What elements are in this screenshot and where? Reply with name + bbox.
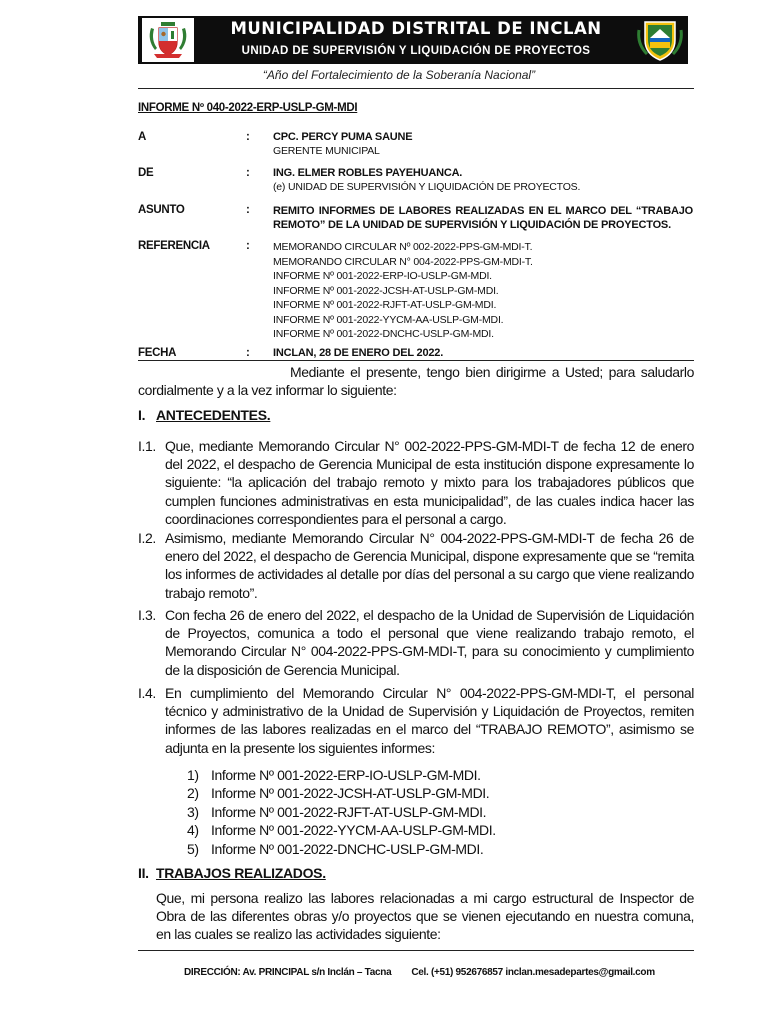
- paragraph-1-4: [138, 684, 694, 757]
- paragraph-1-1: [138, 437, 694, 528]
- list-text: Informe Nº 001-2022-ERP-IO-USLP-GM-MDI.: [211, 767, 481, 783]
- list-number: 2): [187, 785, 199, 802]
- list-item: [187, 784, 496, 802]
- list-number: 4): [187, 822, 199, 839]
- list-item: [187, 803, 496, 821]
- section-number: I.: [138, 407, 146, 423]
- paragraph-text: Con fecha 26 de enero del 2022, el despacho de la Unidad de Supervisión de Liquidación de Proyectos, comunica a todo el personal que viene realizando trabajo remoto, el Memorando Circular N° 004-2022-PPS-GM-MDI-T, para su conocimiento y cumplimiento de la disposición de Gerencia Municipal.: [165, 607, 694, 678]
- to-position: GERENTE MUNICIPAL: [273, 145, 380, 157]
- reference-item: INFORME Nº 001-2022-JCSH-AT-USLP-GM-MDI.: [273, 284, 499, 297]
- section-trabajos: [138, 865, 326, 881]
- subject-colon: :: [246, 204, 250, 216]
- reference-colon: :: [246, 240, 250, 252]
- to-colon: :: [246, 131, 250, 143]
- intro-paragraph: [138, 363, 694, 399]
- reference-item: MEMORANDO CIRCULAR N° 004-2022-PPS-GM-MDI-T.: [273, 255, 533, 268]
- reference-label: REFERENCIA: [138, 240, 210, 252]
- list-number: 1): [187, 767, 199, 783]
- report-number: INFORME Nº 040-2022-ERP-USLP-GM-MDI: [138, 102, 358, 114]
- to-name: CPC. PERCY PUMA SAUNE: [273, 131, 413, 143]
- reference-item: INFORME Nº 001-2022-ERP-IO-USLP-GM-MDI.: [273, 270, 492, 282]
- from-name: ING. ELMER ROBLES PAYEHUANCA.: [273, 167, 463, 179]
- subject-text: REMITO INFORMES DE LABORES REALIZADAS EN EL MARCO DEL “TRABAJO REMOTO” DE LA UNIDAD DE SUPERVISIÓN Y LIQUIDACIÓN DE PROYECTOS.: [273, 205, 693, 231]
- from-label: DE: [138, 167, 154, 179]
- section-antecedentes: [138, 407, 270, 423]
- list-text: Informe Nº 001-2022-RJFT-AT-USLP-GM-MDI.: [211, 803, 487, 820]
- footer-address: DIRECCIÓN: Av. PRINCIPAL s/n Inclán – Tacna: [184, 967, 392, 978]
- date-colon: :: [246, 347, 250, 359]
- reference-item: MEMORANDO CIRCULAR Nº 002-2022-PPS-GM-MDI-T.: [273, 241, 533, 253]
- footer-divider: [138, 950, 694, 951]
- list-text: Informe Nº 001-2022-YYCM-AA-USLP-GM-MDI.: [211, 822, 496, 839]
- paragraph-number: I.2.: [138, 530, 156, 546]
- list-item: [187, 821, 496, 839]
- list-item: [187, 840, 496, 858]
- unit-subtitle: UNIDAD DE SUPERVISIÓN Y LIQUIDACIÓN DE PROYECTOS: [241, 45, 591, 57]
- paragraph-text: Que, mediante Memorando Circular N° 002-2022-PPS-GM-MDI-T de fecha 12 de enero del 2022, el despacho de Gerencia Municipal de esta institución dispone expresamente lo siguiente: “la aplicación del trabajo remoto y mixto para los trabajadores públicos que cumplen funciones administrativas en esta municipalidad”, de las cuales indica hacer las coordinaciones correspondientes para el personal a cargo.: [165, 438, 694, 527]
- from-position: (e) UNIDAD DE SUPERVISIÓN Y LIQUIDACIÓN DE PROYECTOS.: [273, 181, 581, 193]
- from-colon: :: [246, 167, 250, 179]
- reference-list: [273, 240, 533, 342]
- memo-divider: [138, 360, 694, 361]
- paragraph-number: I.4.: [138, 685, 156, 701]
- paragraph-1-2: [138, 529, 694, 602]
- to-label: A: [138, 131, 147, 143]
- district-shield-icon: [636, 18, 684, 62]
- year-motto: “Año del Fortalecimiento de la Soberanía Nacional”: [262, 68, 536, 82]
- list-text: Informe Nº 001-2022-JCSH-AT-USLP-GM-MDI.: [211, 785, 490, 802]
- list-text: Informe Nº 001-2022-DNCHC-USLP-GM-MDI.: [211, 840, 484, 857]
- section-number: II.: [138, 865, 149, 881]
- header-divider: [138, 88, 694, 89]
- paragraph-number: I.3.: [138, 607, 156, 623]
- intro-text: Mediante el presente, tengo bien dirigirme a Usted; para saludarlo cordialmente y a la vez informar lo siguiente:: [138, 364, 694, 398]
- paragraph-1-3: [138, 606, 694, 679]
- reference-item: INFORME Nº 001-2022-YYCM-AA-USLP-GM-MDI.: [273, 313, 504, 326]
- subject-label: ASUNTO: [138, 204, 185, 216]
- list-number: 5): [187, 840, 199, 857]
- footer: [184, 967, 655, 978]
- reference-item: INFORME Nº 001-2022-DNCHC-USLP-GM-MDI.: [273, 328, 494, 340]
- footer-contact: Cel. (+51) 952676857 inclan.mesadepartes@gmail.com: [411, 967, 655, 978]
- paragraph-text: Asimismo, mediante Memorando Circular N° 004-2022-PPS-GM-MDI-T de fecha 26 de enero del 2022, el despacho de Gerencia Municipal, dispone expresamente que se “remita los informes de actividades al detalle por días del personal a su cargo que viene realizando trabajo remoto”.: [165, 530, 694, 601]
- list-item: [187, 766, 496, 784]
- section-heading: TRABAJOS REALIZADOS.: [156, 865, 326, 881]
- paragraph-number: I.1.: [138, 438, 156, 454]
- attached-reports-list: [187, 766, 496, 858]
- section-heading: ANTECEDENTES.: [156, 407, 271, 423]
- reference-item: INFORME Nº 001-2022-RJFT-AT-USLP-GM-MDI.: [273, 299, 497, 311]
- date-value: INCLAN, 28 DE ENERO DEL 2022.: [273, 347, 444, 359]
- date-label: FECHA: [138, 347, 177, 359]
- paragraph-text: En cumplimiento del Memorando Circular N° 004-2022-PPS-GM-MDI-T, el personal técnico y administrativo de la Unidad de Supervisión y Liquidación de Proyectos, remiten informes de las labores realizadas en el marco del “TRABAJO REMOTO”, asimismo se adjunta en la presente los siguientes informes:: [165, 685, 694, 756]
- section-2-paragraph: Que, mi persona realizo las labores relacionadas a mi cargo estructural de Inspector de Obra de las diferentes obras y/o proyectos que se vienen ejecutando en nuestra comuna, en las cuales se realizo las actividades siguiente:: [156, 890, 694, 943]
- list-number: 3): [187, 803, 199, 820]
- institution-title: MUNICIPALIDAD DISTRITAL DE INCLAN: [230, 19, 602, 38]
- peru-coat-of-arms-icon: [142, 18, 194, 62]
